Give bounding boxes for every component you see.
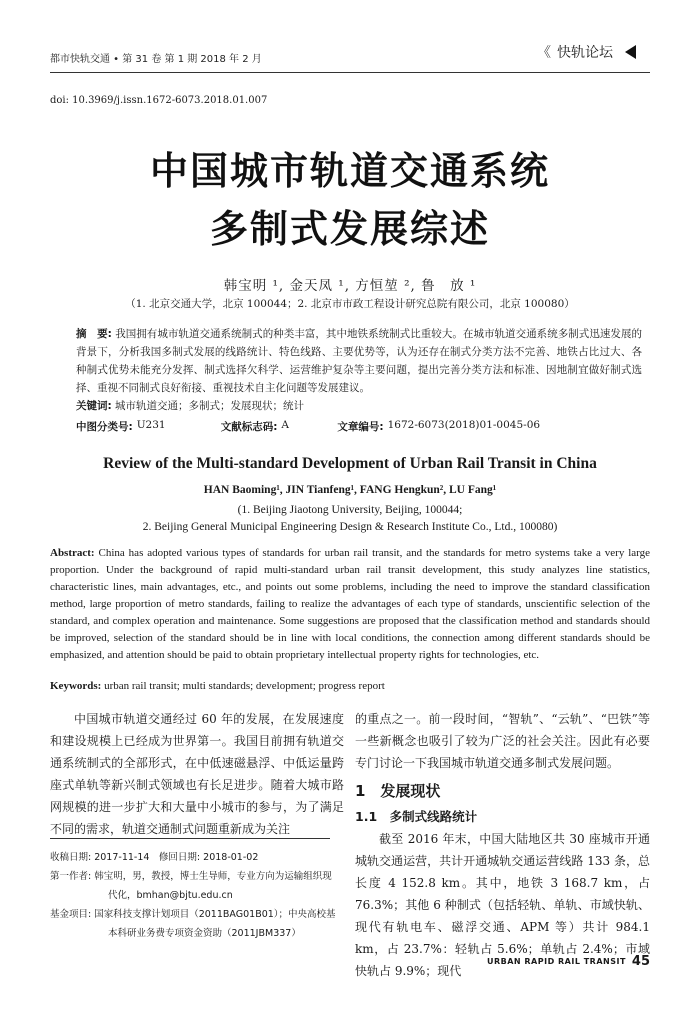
section-title: 快轨论坛 [557, 45, 613, 61]
article-no-label: 文章编号: [337, 421, 384, 433]
clc-label: 中图分类号: [76, 421, 133, 433]
keywords-en-text: urban rail transit; multi standards; development; progress report [104, 680, 385, 692]
doi: doi: 10.3969/j.issn.1672-6073.2018.01.007 [50, 95, 268, 106]
triangle-left-icon [625, 45, 636, 59]
body-right-paragraph: 截至 2016 年末，中国大陆地区共 30 座城市开通城轨交通运营，共计开通城轨交通运营线路 133 条，总长度 4 152.8 km。其中，地铁 3 168.7 km，占 76.3%；其他 6 种制式（包括轻轨、单轨、市域快轨、现代有轨电车、磁浮交通、APM 等）共计 984.1 km，占 23.7%：轻轨占 5.6%；单轨占 2.4%；市域快轨占 9.9%；现代 [355, 832, 650, 978]
keywords-en [50, 680, 385, 692]
title-en: Review of the Multi-standard Development of Urban Rail Transit in China [103, 455, 597, 472]
abstract-en-label: Abstract: [50, 547, 95, 559]
section-heading: 1 发展现状 [355, 782, 441, 800]
abstract-cn-text: 我国拥有城市轨道交通系统制式的种类丰富，其中地铁系统制式比重较大。在城市轨道交通系统多制式迅速发展的背景下，分析我国多制式发展的线路统计、特色线路、主要优势等，认为还存在制式分类方法不完善、地铁占比过大、各种制式优势未能充分发挥、制式选择欠科学、运营维护复杂等主要问题，提出完善分类方法和标准、因地制宜做好制式选择、重视不同制式良好衔接、重视技术自主化问题等发展建议。 [76, 328, 642, 394]
page-footer [487, 954, 650, 969]
footnote-received: 收稿日期: 2017-11-14 修回日期: 2018-01-02 [50, 852, 259, 863]
page-number: 45 [631, 954, 650, 969]
authors-cn: 韩宝明 ¹, 金天凤 ¹, 方恒堃 ², 鲁 放 ¹ [223, 278, 477, 294]
title-cn-line-1: 中国城市轨道交通系统 [149, 149, 550, 193]
body-right-column [355, 708, 650, 982]
body-left-paragraph: 中国城市轨道交通经过 60 年的发展，在发展速度和建设规模上已经成为世界第一。我国目前拥有轨道交通系统制式的全部形式，在中低速磁悬浮、中低运量跨座式单轨等新兴制式领域也有长足进步。随着大城市路网规模的进一步扩大和大量中小城市的参与，为了满足不同的需求，轨道交通制式问题重新成为关注 [50, 712, 344, 836]
journal-header: 都市快轨交通 • 第 31 卷 第 1 期 2018 年 2 月 [50, 54, 262, 65]
article-no: 1672-6073(2018)01-0045-06 [387, 419, 541, 431]
doc-code-label: 文献标志码: [220, 421, 278, 433]
keywords-en-label: Keywords: [50, 680, 102, 692]
doc-code: A [281, 419, 289, 431]
footer-journal-label: URBAN RAPID RAIL TRANSIT [486, 957, 626, 966]
keywords-cn: 城市轨道交通；多制式；发展现状；统计 [115, 400, 305, 412]
header-divider [50, 72, 650, 73]
affiliations-en [0, 502, 700, 536]
affiliation-en-1: (1. Beijing Jiaotong University, Beijing, 100044; [237, 504, 463, 516]
affiliation-en-2: 2. Beijing General Municipal Engineering Design & Research Institute Co., Ltd., 100080) [142, 521, 558, 533]
footnote-funding: 基金项目: 国家科技支撑计划项目（2011BAG01B01）；中央高校基本科研业务费专项资金资助（2011JBM337） [50, 909, 336, 939]
abstract-cn-label: 摘 要: [76, 328, 112, 340]
footnote-divider [50, 838, 330, 839]
section-header [537, 42, 636, 62]
abstract-cn [76, 325, 642, 415]
footnotes [50, 848, 340, 943]
title-cn-line-2: 多制式发展综述 [209, 207, 490, 251]
subsection-heading: 1.1 多制式线路统计 [355, 809, 478, 824]
footnote-author: 第一作者: 韩宝明，男，教授，博士生导师，专业方向为运输组织现代化，bmhan@bjtu.edu.cn [50, 871, 332, 901]
keywords-cn-label: 关键词: [76, 400, 112, 412]
abstract-en-text: China has adopted various types of standards for urban rail transit, and the standards for metro systems take a very large proportion. Under the background of rapid multi-standard urban rail transit development, this study analyzes line statistics, characteristic lines, main advantages, etc., and points out some problems, including the need to improve the standard classification method, large proportion of metro standards, failing to realize the advantages of each type of standards, unscientific selection of the standard, and complex operation and maintenance. Some suggestions are proposed that the classification method and standards should be improved, selection of the standard should be in line with local conditions, the connection among different standards should be emphasized, and attention should be paid to obtain proprietary intellectual property rights for technologies, etc. [50, 547, 650, 661]
article-meta [76, 419, 540, 434]
body-right-intro: 的重点之一。前一段时间，“智轨”、“云轨”、“巴铁”等一些新概念也吸引了较为广泛的社会关注。因此有必要专门讨论一下我国城市轨道交通多制式发展问题。 [355, 712, 650, 770]
section-marker: 《 [537, 45, 551, 61]
affiliations-cn: （1. 北京交通大学，北京 100044；2. 北京市市政工程设计研究总院有限公司，北京 100080） [125, 298, 575, 310]
authors-en: HAN Baoming¹, JIN Tianfeng¹, FANG Hengkun², LU Fang¹ [203, 484, 497, 496]
clc-code: U231 [136, 419, 166, 431]
abstract-en [50, 545, 650, 664]
